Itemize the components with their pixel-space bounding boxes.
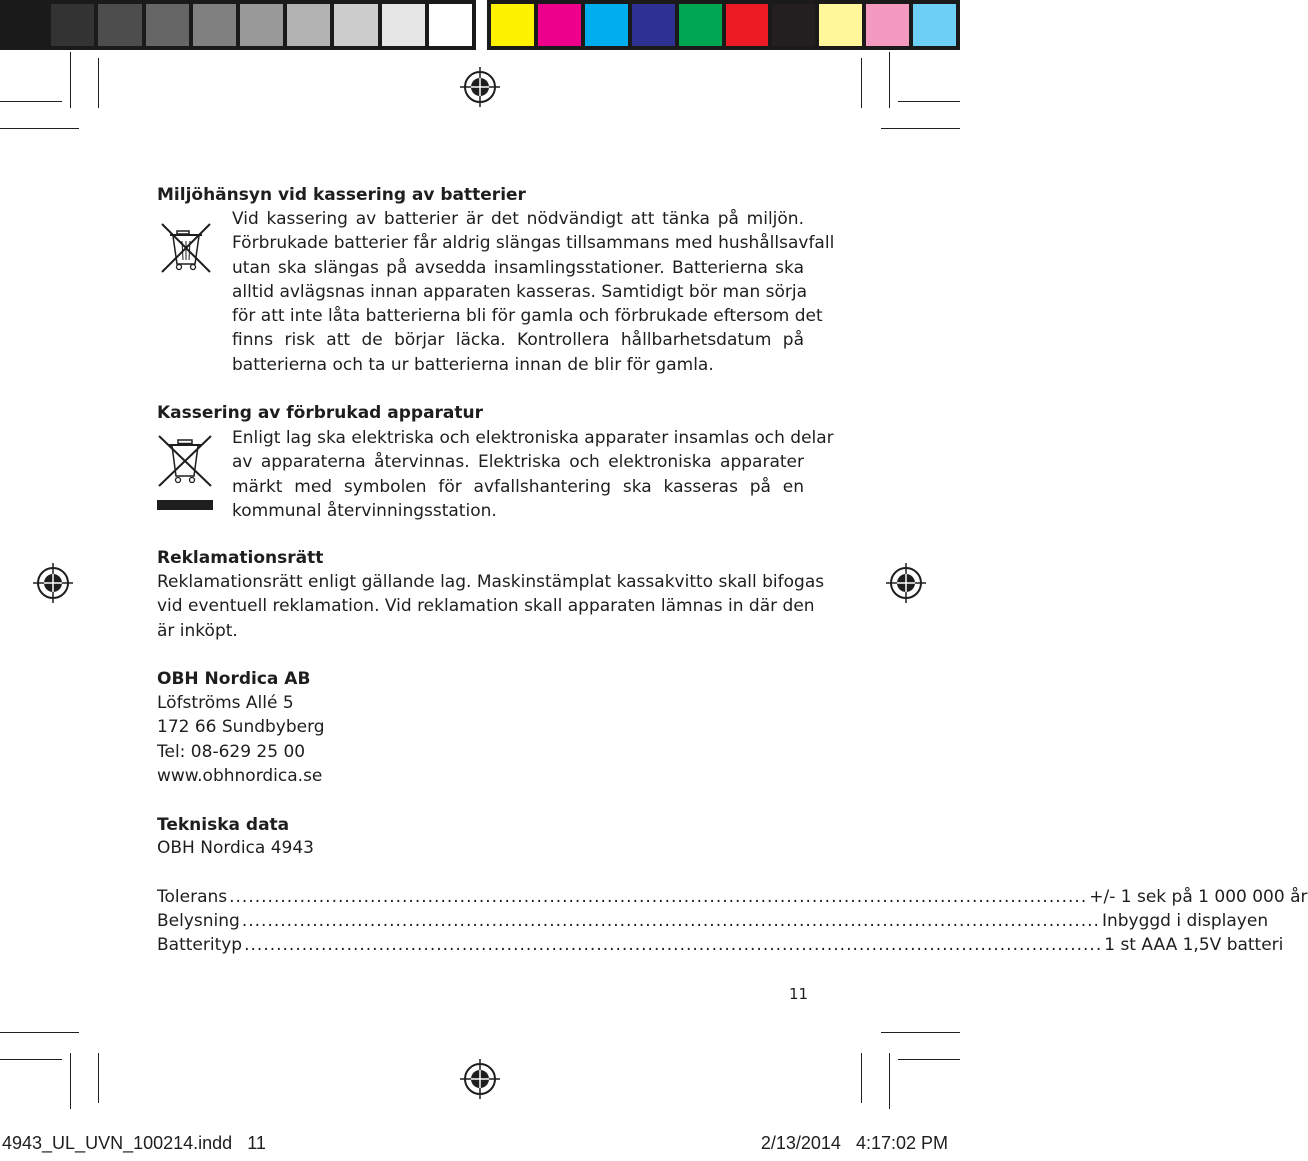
spec-key: Tolerans [157, 887, 228, 907]
crop-mark [0, 1059, 62, 1060]
crop-mark [889, 52, 890, 108]
crop-mark [861, 1053, 862, 1103]
color-swatch [382, 4, 425, 46]
registration-mark-icon [33, 563, 73, 603]
paragraph-line: av apparaterna återvinnas. Elektriska och elektroniska apparater [232, 452, 804, 473]
spec-row-lighting [157, 909, 1269, 933]
color-swatch [679, 4, 722, 46]
leader-dots: ...................................................................................................................................... [229, 887, 1088, 907]
crop-mark [881, 1032, 960, 1033]
color-swatch [287, 4, 330, 46]
paragraph-line: är inköpt. [157, 620, 238, 641]
footer-filename: 4943_UL_UVN_100214.indd 11 [2, 1133, 266, 1153]
crop-mark [70, 52, 71, 108]
crop-mark [70, 1053, 71, 1109]
color-swatch [819, 4, 862, 46]
color-swatch [240, 4, 283, 46]
tech-model: OBH Nordica 4943 [157, 838, 314, 858]
address-phone: Tel: 08-629 25 00 [157, 741, 306, 762]
crop-mark [98, 1053, 99, 1103]
paragraph-line: Förbrukade batterier får aldrig slängas tillsammans med hushållsavfall [232, 233, 835, 254]
spec-row-tolerance [157, 885, 1308, 909]
grayscale-color-bar [0, 0, 476, 50]
color-swatch [538, 4, 581, 46]
crop-mark [0, 101, 62, 102]
leader-dots: ...................................................................................................................................... [244, 935, 1103, 955]
appliance-disposal-paragraph [232, 426, 834, 523]
company-address [157, 691, 557, 788]
color-swatch [491, 4, 534, 46]
paragraph-line: batterierna och ta ur batterierna innan de blir för gamla. [232, 354, 714, 375]
color-swatch [632, 4, 675, 46]
leader-dots: ...................................................................................................................................... [241, 911, 1100, 931]
paragraph-line: märkt med symbolen för avfallshantering ska kasseras på en [232, 476, 804, 497]
paragraph-line: vid eventuell reklamation. Vid reklamation skall apparaten lämnas in där den [157, 596, 815, 617]
registration-mark-icon [886, 563, 926, 603]
paragraph-line: kommunal återvinningsstation. [232, 500, 497, 521]
crop-mark [881, 128, 960, 129]
paragraph-line: Vid kassering av batterier är det nödvändigt att tänka på miljön. [232, 209, 804, 229]
appliance-disposal-heading: Kassering av förbrukad apparatur [157, 403, 484, 423]
crop-mark [898, 1059, 960, 1060]
battery-disposal-paragraph [232, 207, 835, 377]
crop-mark [889, 1053, 890, 1109]
color-swatch [334, 4, 377, 46]
spec-key: Batterityp [157, 935, 243, 955]
address-street: Löfströms Allé 5 [157, 693, 294, 713]
spec-value: +/- 1 sek på 1 000 000 år [1089, 887, 1308, 907]
registration-mark-icon [460, 1059, 500, 1099]
paragraph-line: finns risk att de börjar läcka. Kontrollera hållbarhetsdatum på [232, 330, 804, 351]
spec-key: Belysning [157, 911, 240, 931]
color-swatch [772, 4, 815, 46]
spec-value: Inbyggd i displayen [1101, 911, 1269, 931]
footer-timestamp: 2/13/2014 4:17:02 PM [760, 1133, 948, 1153]
crop-mark [98, 58, 99, 108]
company-name: OBH Nordica AB [157, 669, 311, 689]
crop-mark [0, 128, 79, 129]
warranty-paragraph [157, 570, 825, 643]
paragraph-line: utan ska slängas på avsedda insamlingsstationer. Batterierna ska [232, 257, 804, 278]
spec-value: 1 st AAA 1,5V batteri [1104, 935, 1284, 955]
company-website-link[interactable]: www.obhnordica.se [157, 765, 323, 786]
crop-mark [861, 58, 862, 108]
color-swatch [4, 4, 47, 46]
paragraph-line: Reklamationsrätt enligt gällande lag. Maskinstämplat kassakvitto skall bifogas [157, 572, 825, 592]
address-city: 172 66 Sundbyberg [157, 717, 325, 738]
crop-mark [898, 101, 960, 102]
color-swatch [193, 4, 236, 46]
color-swatch [146, 4, 189, 46]
paragraph-line: alltid avlägsnas innan apparaten kasseras. Samtidigt bör man sörja [232, 281, 808, 302]
warranty-heading: Reklamationsrätt [157, 548, 324, 568]
registration-mark-icon [460, 67, 500, 107]
process-color-bar [487, 0, 960, 50]
color-swatch [429, 4, 472, 46]
color-swatch [913, 4, 956, 46]
paragraph-line: för att inte låta batterierna bli för gamla och förbrukade eftersom det [232, 306, 823, 327]
color-swatch [726, 4, 769, 46]
battery-disposal-heading: Miljöhänsyn vid kassering av batterier [157, 185, 526, 205]
color-swatch [98, 4, 141, 46]
color-swatch [866, 4, 909, 46]
color-swatch [585, 4, 628, 46]
tech-data-heading: Tekniska data [157, 815, 290, 835]
page-number: 11 [789, 985, 809, 1003]
weee-bin-icon [157, 434, 213, 512]
paragraph-line: Enligt lag ska elektriska och elektroniska apparater insamlas och delar [232, 428, 834, 448]
color-swatch [51, 4, 94, 46]
spec-row-battery-type [157, 933, 1284, 957]
crop-mark [0, 1032, 79, 1033]
crossed-bin-icon [160, 222, 212, 274]
